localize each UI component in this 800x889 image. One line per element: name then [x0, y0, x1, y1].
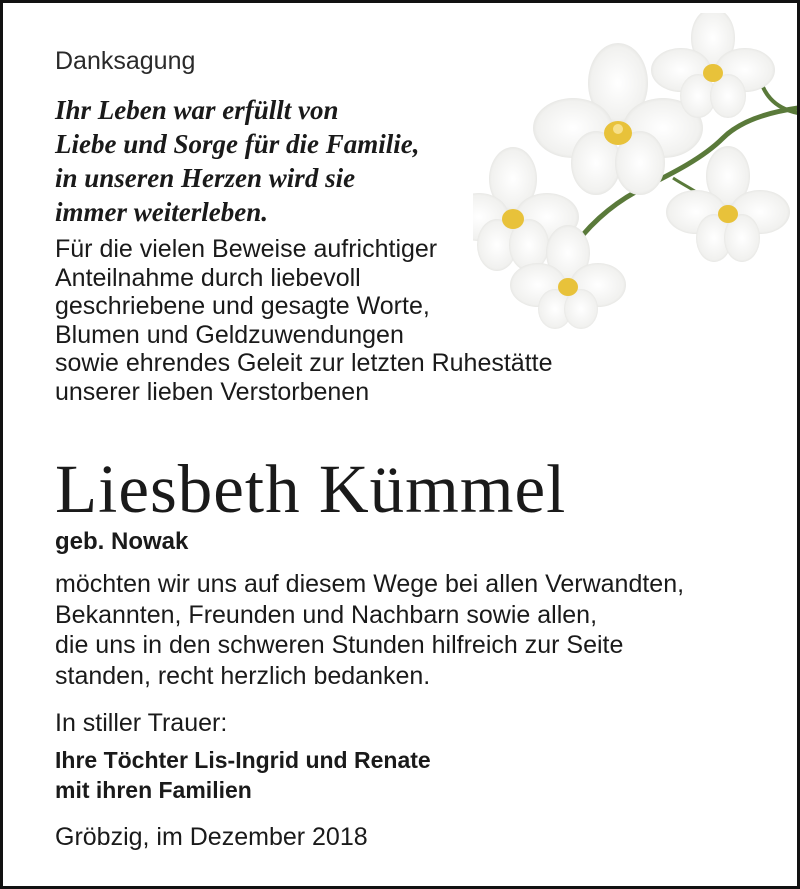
thanks-body-line: möchten wir uns auf diesem Wege bei allen Verwandten, [55, 570, 685, 598]
mourners-signature [55, 745, 431, 805]
notice-heading: Danksagung [55, 47, 196, 75]
thanks-intro-line: Blumen und Geldzuwendungen [55, 320, 404, 349]
mourners-line: mit ihren Familien [55, 777, 252, 803]
thanks-body-paragraph [55, 569, 684, 691]
mourners-line: Ihre Töchter Lis-Ingrid und Renate [55, 747, 431, 773]
motto-line: immer weiterleben. [55, 197, 268, 227]
mourning-label: In stiller Trauer: [55, 709, 228, 737]
thanks-body-line: die uns in den schweren Stunden hilfreich zur Seite [55, 631, 624, 659]
motto-line: Ihr Leben war erfüllt von [55, 95, 339, 125]
deceased-name: Liesbeth Kümmel [55, 451, 567, 527]
thanks-intro-line: geschriebene und gesagte Worte, [55, 292, 430, 320]
place-date: Gröbzig, im Dezember 2018 [55, 823, 368, 851]
motto-verse [55, 93, 420, 229]
thanks-intro-line: unserer lieben Verstorbenen [55, 377, 370, 406]
motto-line: in unseren Herzen wird sie [55, 163, 356, 193]
thanks-intro-paragraph [55, 235, 553, 406]
thanks-intro-line: sowie ehrendes Geleit zur letzten Ruhestätte [55, 349, 553, 377]
birth-name: geb. Nowak [55, 528, 189, 555]
thanks-intro-line: Für die vielen Beweise aufrichtiger [55, 235, 438, 263]
thanks-intro-line: Anteilnahme durch liebevoll [55, 263, 361, 292]
thanks-body-line: standen, recht herzlich bedanken. [55, 661, 431, 690]
thanks-body-line: Bekannten, Freunden und Nachbarn sowie allen, [55, 600, 598, 629]
motto-line: Liebe und Sorge für die Familie, [55, 129, 420, 159]
